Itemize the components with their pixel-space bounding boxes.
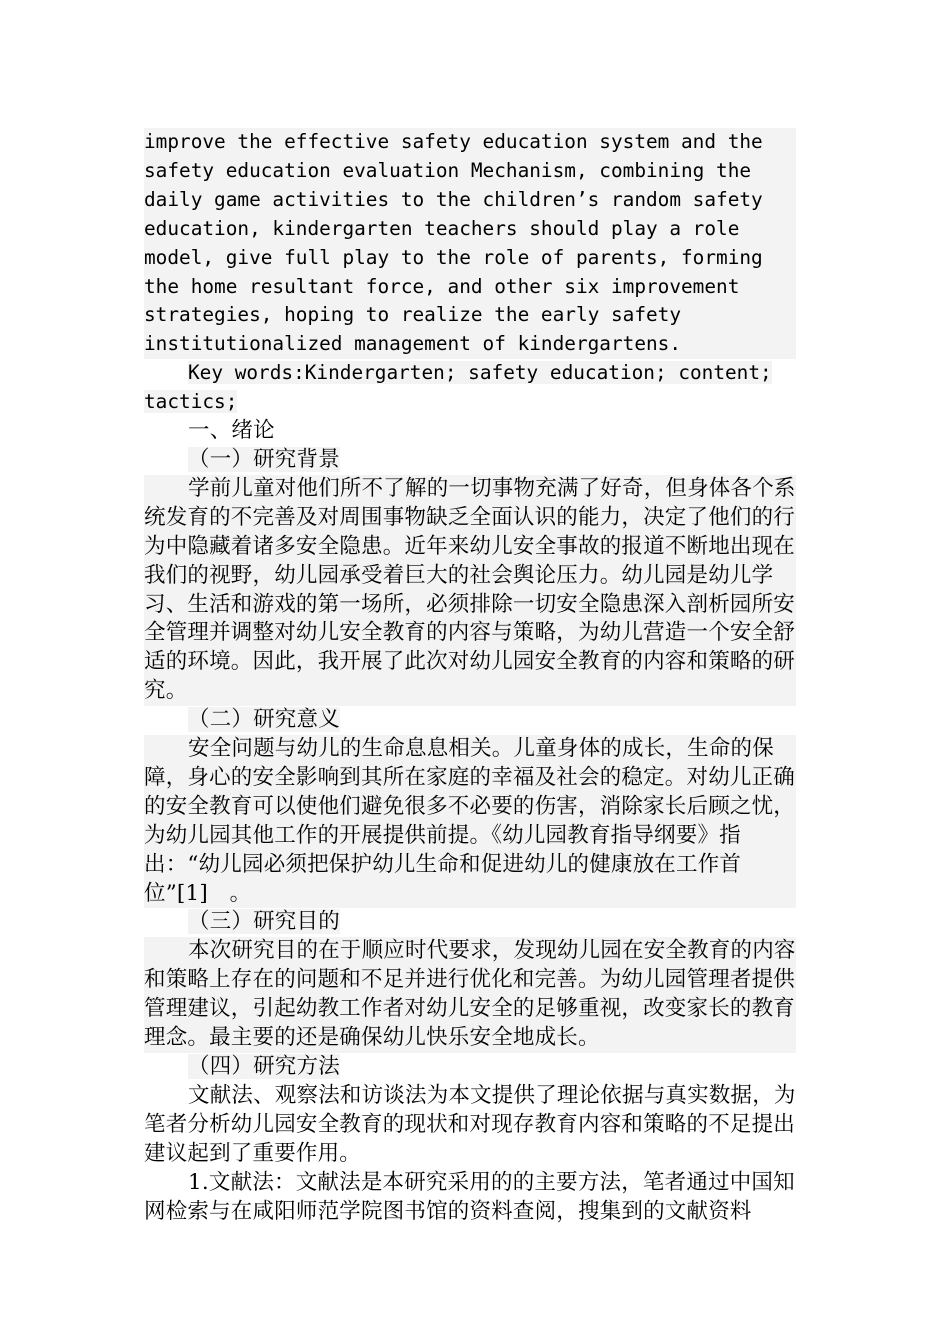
subsection-heading-purpose — [144, 908, 796, 937]
section-heading-introduction: 一、绪论 — [188, 418, 275, 444]
subsection-heading-background — [144, 446, 796, 475]
paragraph-method-literature: 1.文献法：文献法是本研究采用的的主要方法，笔者通过中国知网检索与在咸阳师范学院图书馆的资料查阅，搜集到的文献资料 — [144, 1169, 795, 1224]
paragraph-purpose: 本次研究目的在于顺应时代要求，发现幼儿园在安全教育的内容和策略上存在的问题和不足并进行优化和完善。为幼儿园管理者提供管理建议，引起幼教工作者对幼儿安全的足够重视，改变家长的教育理念。最主要的还是确保幼儿快乐安全地成长。 — [144, 937, 796, 1053]
heading-methods-text: （四）研究方法 — [188, 1054, 340, 1079]
heading-purpose-text: （三）研究目的 — [188, 909, 340, 935]
paragraph-methods: 文献法、观察法和访谈法为本文提供了理论依据与真实数据，为笔者分析幼儿园安全教育的现状和对现存教育内容和策略的不足提出建议起到了重要作用。 — [144, 1082, 796, 1166]
paragraph-significance: 安全问题与幼儿的生命息息相关。儿童身体的成长，生命的保障，身心的安全影响到其所在家庭的幸福及社会的稳定。对幼儿正确的安全教育可以使他们避免很多不必要的伤害，消除家长后顾之忧，为幼儿园其他工作的开展提供前提。《幼儿园教育指导纲要》指出：“幼儿园必须把保护幼儿生命和促进幼儿的健康放在工作首位”[1] 。 — [144, 735, 796, 908]
document-page — [144, 128, 796, 1226]
keywords-text: Key words:Kindergarten; safety education; content; tactics; — [144, 361, 772, 414]
subsection-heading-significance — [144, 706, 796, 735]
heading-background-text: （一）研究背景 — [188, 446, 340, 472]
keywords-line — [144, 359, 796, 417]
abstract-english-body: improve the effective safety education system and the safety education evaluation Mechanism, combining the daily game activities to the children’s random safety education, kindergarten teachers should play a role model, give full play to the role of parents, forming the home resultant force, and other six improvement strategies, hoping to realize the early safety institutionalized management of kindergartens. — [144, 128, 796, 359]
paragraph-background: 学前儿童对他们所不了解的一切事物充满了好奇，但身体各个系统发育的不完善及对周围事物缺乏全面认识的能力，决定了他们的行为中隐藏着诸多安全隐患。近年来幼儿安全事故的报道不断地出现在我们的视野，幼儿园承受着巨大的社会舆论压力。幼儿园是幼儿学习、生活和游戏的第一场所，必须排除一切安全隐患深入剖析园所安全管理并调整对幼儿安全教育的内容与策略，为幼儿营造一个安全舒适的环境。因此，我开展了此次对幼儿园安全教育的内容和策略的研究。 — [144, 475, 796, 706]
subsection-heading-methods — [144, 1053, 796, 1082]
heading-significance-text: （二）研究意义 — [188, 707, 340, 733]
